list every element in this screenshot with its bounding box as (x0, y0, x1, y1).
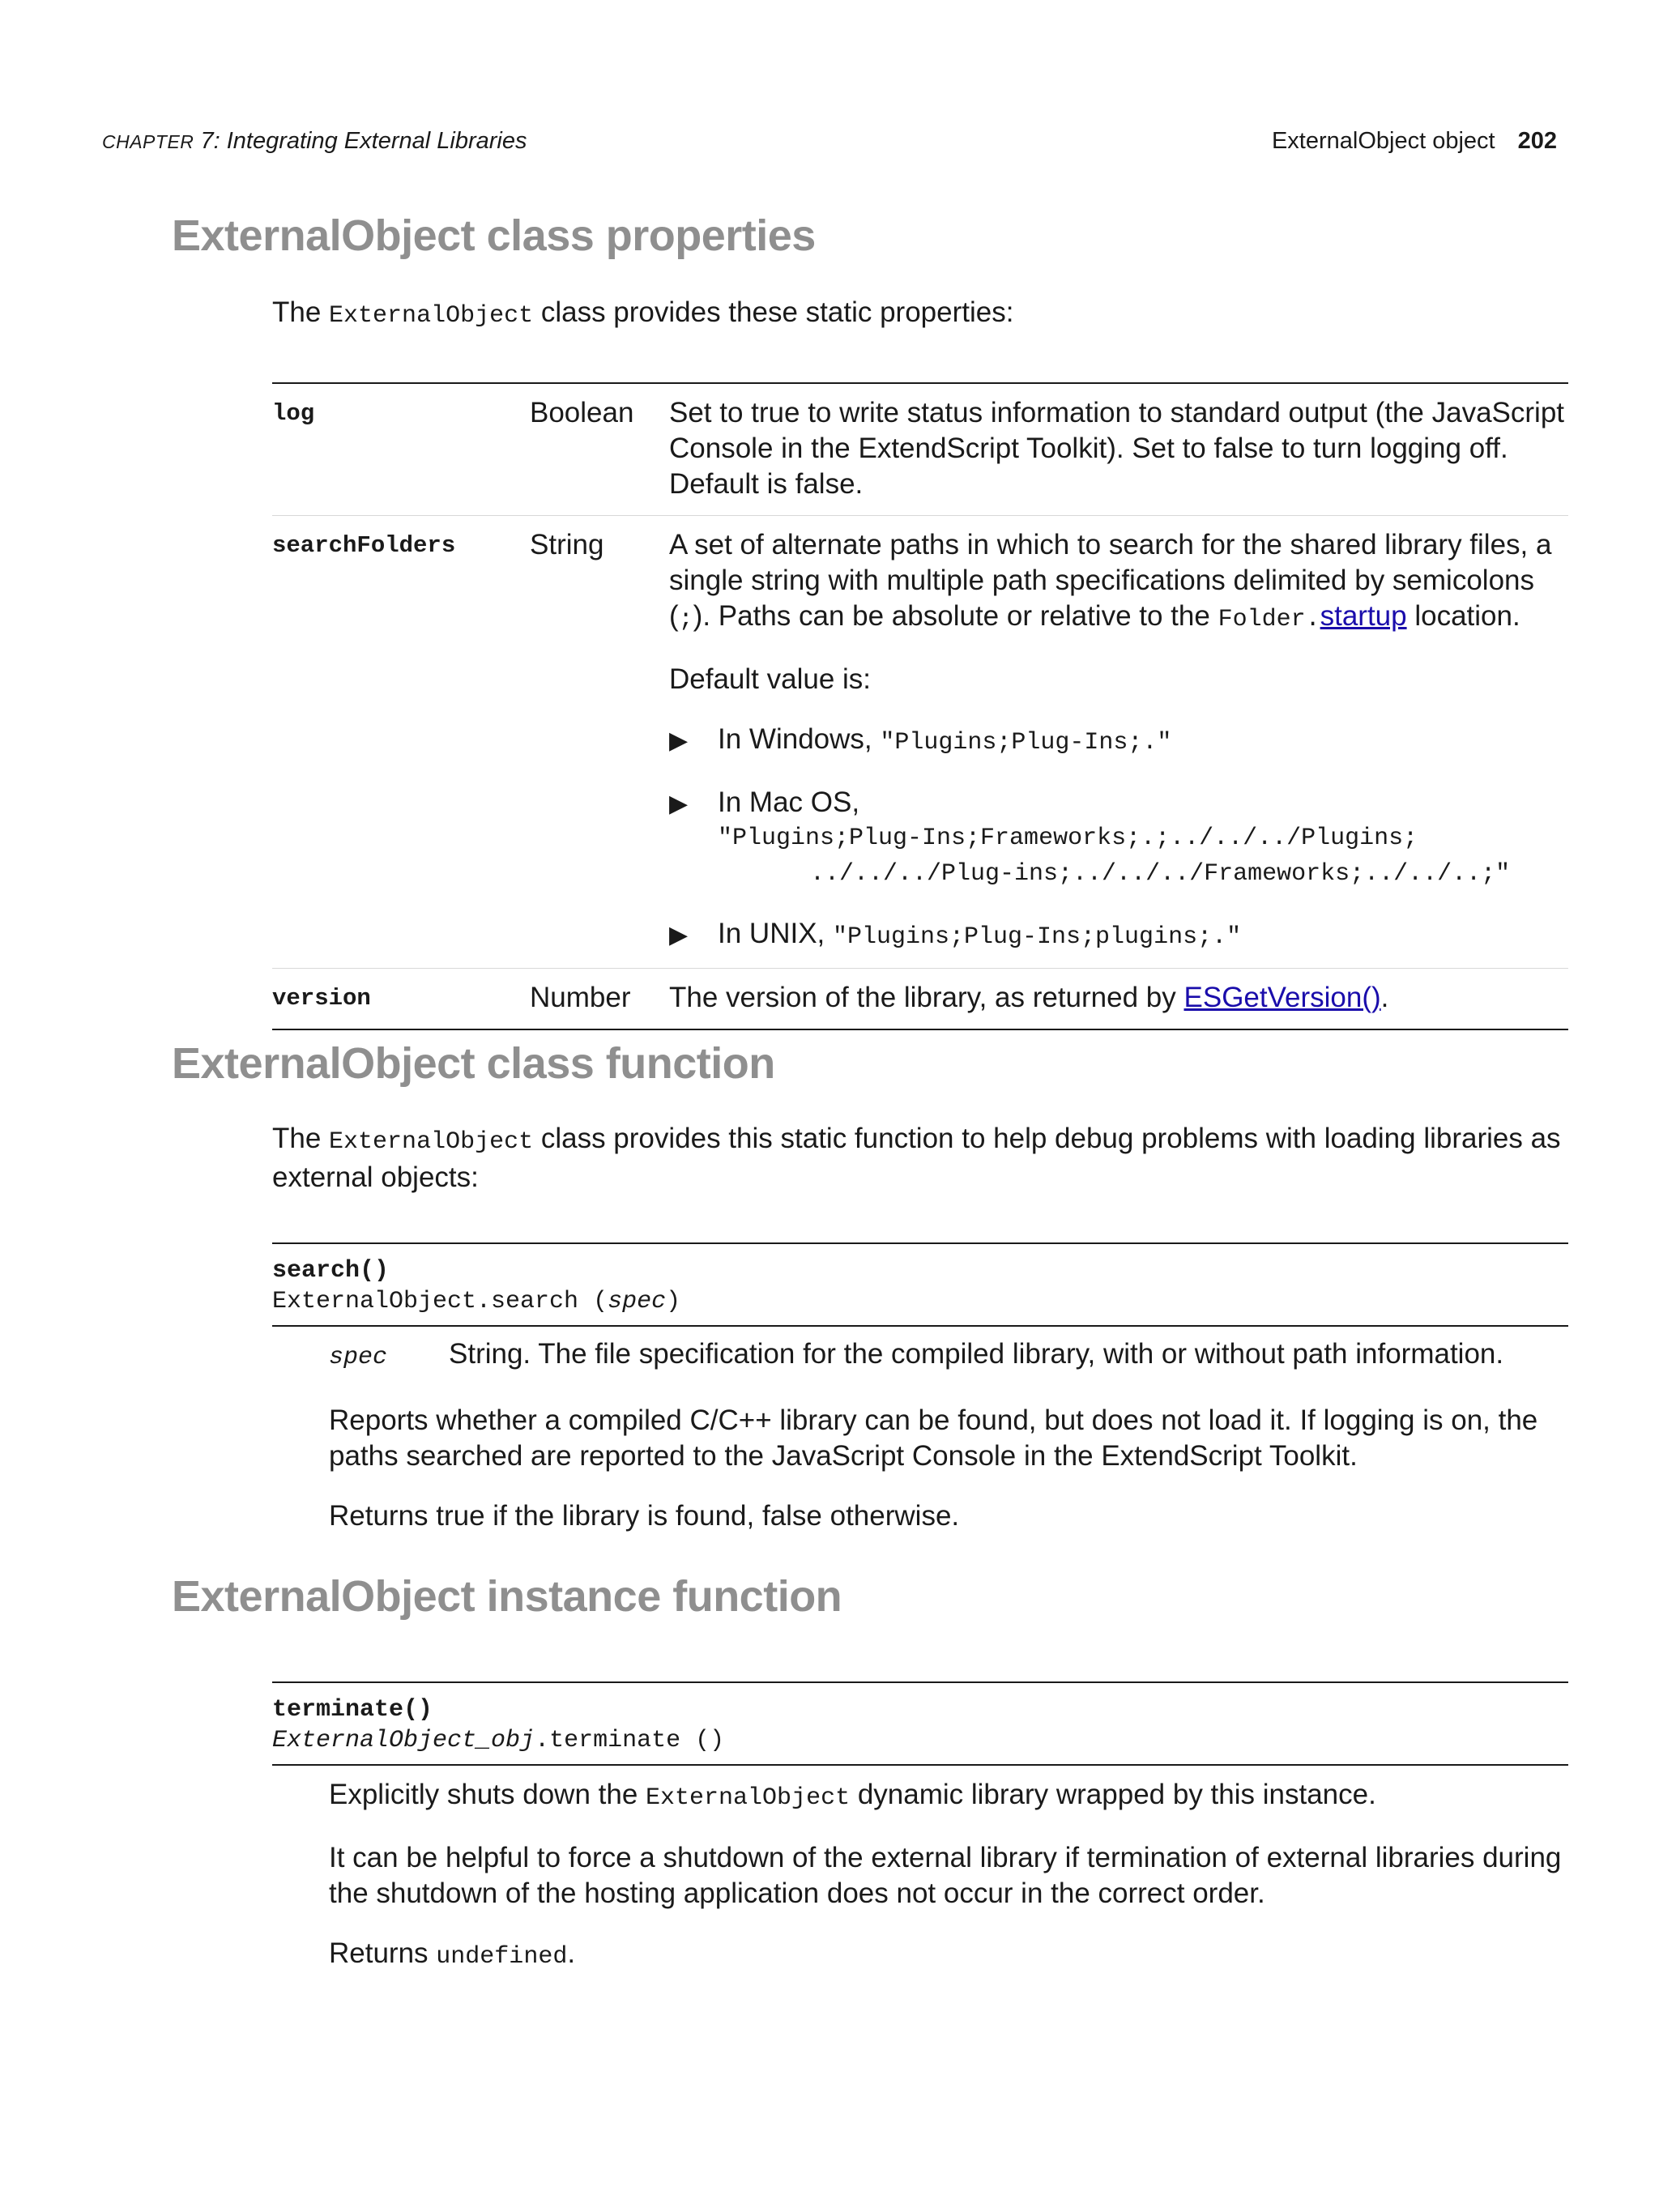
property-name: version (272, 985, 371, 1012)
section-title: ExternalObject object (1271, 128, 1495, 154)
bullet-arrow-icon: ▶ (669, 727, 689, 754)
list-item: ▶ In Mac OS, "Plugins;Plug-Ins;Frameworks;.;../../../Plugins; ../../../Plug-ins;../../../Frameworks;../../..;" (669, 785, 1568, 892)
function-returns: Returns undefined. (329, 1937, 576, 1971)
parameter-name: spec (329, 1344, 388, 1371)
chapter-title (102, 128, 527, 155)
search-function-body (329, 1336, 1568, 1558)
chapter-label: CHAPTER (102, 131, 194, 152)
intro-code: ExternalObject (329, 302, 534, 330)
property-type: String (530, 529, 604, 560)
search-function-signature (272, 1242, 1568, 1327)
property-name: log (272, 400, 315, 427)
class-properties-heading: ExternalObject class properties (172, 211, 816, 260)
bullet-arrow-icon: ▶ (669, 791, 689, 817)
list-item: ▶ In Windows, "Plugins;Plug-Ins;." (669, 722, 1568, 761)
table-row (272, 969, 1568, 1030)
property-type: Boolean (530, 397, 634, 428)
class-properties-intro: The ExternalObject class provides these static properties: (272, 296, 1014, 330)
default-label: Default value is: (669, 663, 872, 695)
chapter-name: 7: Integrating External Libraries (200, 128, 527, 154)
parameter-description: String. The file specification for the compiled library, with or without path information. (449, 1338, 1504, 1370)
property-type: Number (530, 982, 631, 1013)
table-row (272, 384, 1568, 516)
bullet-arrow-icon: ▶ (669, 922, 689, 948)
parameter-row (329, 1336, 1568, 1375)
terminate-function-signature (272, 1681, 1568, 1766)
terminate-function-body (329, 1777, 1568, 1999)
properties-table (272, 382, 1568, 1030)
function-note: It can be helpful to force a shutdown of the external library if termination of external libraries during the shutdown of the hosting application does not occur in the correct order. (329, 1842, 1562, 1909)
property-description: A set of alternate paths in which to search for the shared library files, a single string with multiple path specifications delimited by semicolons (;). Paths can be absolute or relative to the Folder.startup location. Default value is: ▶ In Windows, "Plugins;Plug-Ins;." ▶ In Mac OS, "Plugins;Plug-Ins;Frameworks;.;../../../Plugins; ../../../Plug-ins;../../../Frameworks;../../..;" ▶ In UNIX, "Plugins;Plug-Ins;plugins;." (669, 527, 1568, 955)
property-name: searchFolders (272, 532, 456, 559)
function-name: search() (272, 1257, 390, 1285)
instance-function-heading: ExternalObject instance function (172, 1572, 842, 1621)
startup-link[interactable]: startup (1320, 600, 1407, 632)
class-function-intro: The ExternalObject class provides this static function to help debug problems with loading libraries as external objects: (272, 1123, 1561, 1193)
property-description: Set to true to write status information to standard output (the JavaScript Console in the ExtendScript Toolkit). Set to false to turn logging off. Default is false. (669, 397, 1565, 500)
function-name: terminate() (272, 1696, 433, 1724)
table-row (272, 516, 1568, 969)
page-number: 202 (1517, 128, 1557, 154)
running-header (102, 128, 1557, 155)
list-item: ▶ In UNIX, "Plugins;Plug-Ins;plugins;." (669, 916, 1568, 955)
class-function-heading: ExternalObject class function (172, 1039, 775, 1088)
function-returns: Returns true if the library is found, false otherwise. (329, 1500, 960, 1532)
esgetversion-link[interactable]: ESGetVersion() (1183, 982, 1381, 1013)
function-signature: ExternalObject_obj.terminate () (272, 1727, 725, 1754)
function-signature: ExternalObject.search (spec) (272, 1288, 681, 1315)
function-description: Reports whether a compiled C/C++ library can be found, but does not load it. If logging is on, the paths searched are reported to the JavaScript Console in the ExtendScript Toolkit. (329, 1404, 1538, 1472)
function-description: Explicitly shuts down the ExternalObject dynamic library wrapped by this instance. (329, 1779, 1376, 1812)
section-info (1272, 128, 1557, 155)
property-description: The version of the library, as returned by ESGetVersion(). (669, 982, 1389, 1013)
